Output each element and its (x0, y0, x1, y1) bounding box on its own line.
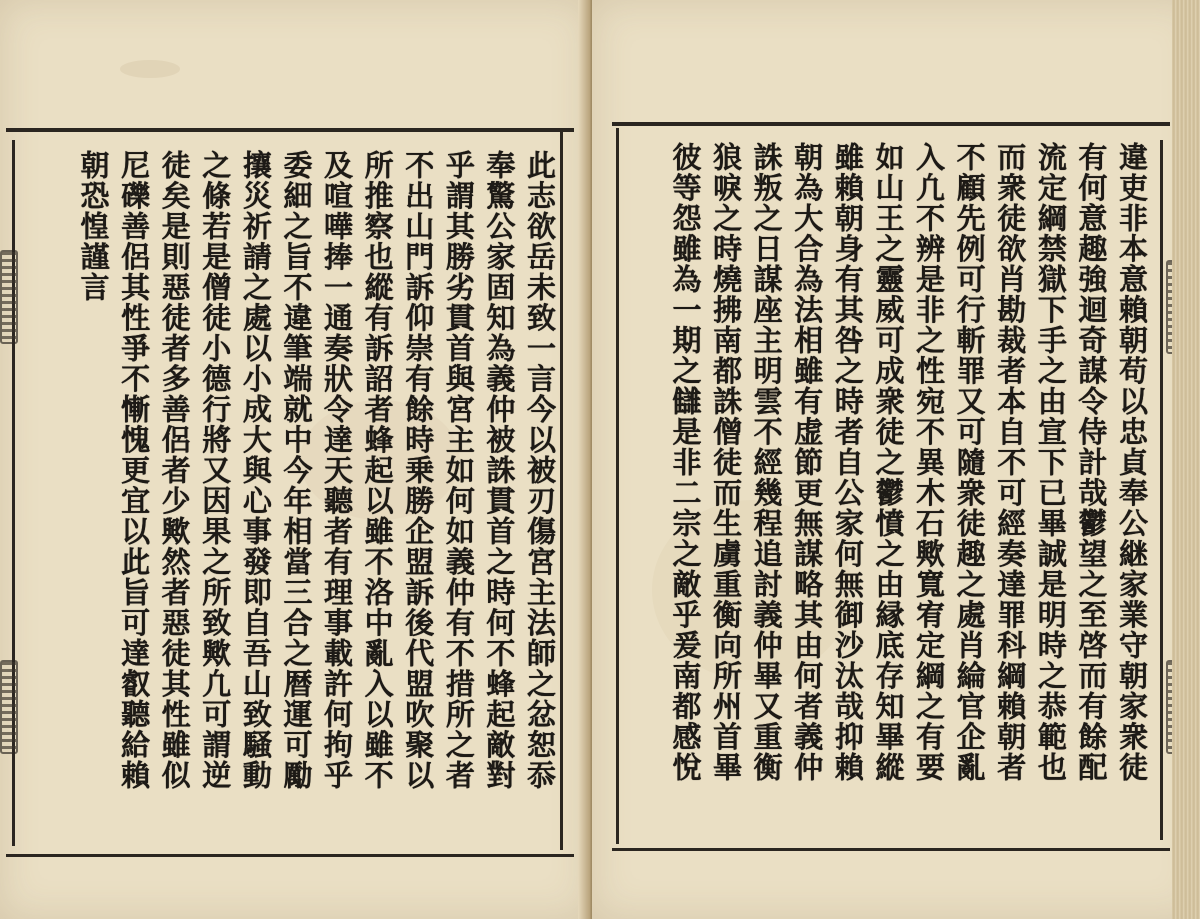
text-column: 狼唳之時燒拂南都誅僧徒而生虜重衡向所州首畢 (709, 142, 744, 783)
text-column: 不顧先例可行斬罪又可隨衆徒趣之處肖綸官企亂 (952, 142, 987, 783)
right-page-margin-rule (1160, 140, 1163, 840)
text-column: 誅叛之日謀座主明雲不經幾程追討義仲畢又重衡 (749, 142, 784, 783)
text-column: 不出山門訴仰崇有餘時乗勝企盟訴後代盟吹聚以 (401, 150, 436, 791)
left-fold-ornament (0, 250, 18, 344)
text-column: 而衆徒欲肖勘裁者本自不可經奏達罪科綱賴朝者 (993, 142, 1028, 783)
left-fold-ornament (0, 660, 18, 754)
page-edges (1172, 0, 1200, 919)
text-column: 如山王之靈威可成衆徒之鬱憤之由縁底存知畢縱 (871, 142, 906, 783)
text-column: 有何意趣強迴奇謀令侍計哉鬱望之至啓而有餘配 (1074, 142, 1109, 783)
right-page-text (665, 142, 1152, 842)
text-column: 及喧嘩捧一通奏狀令達天聽者有理事載許何拘乎 (320, 150, 355, 791)
text-column: 雖賴朝身有其咎之時者自公家何無御沙汰哉抑賴 (830, 142, 865, 783)
text-column: 此志欲岳未致一言今以被刃傷宮主法師之忿恕忝 (523, 150, 557, 791)
text-column: 所推察也縱有訴詔者蜂起以雖不洛中亂入以雖不 (360, 150, 395, 791)
text-column: 委細之旨不違筆端就中今年相當三合之暦運可勵 (279, 150, 314, 791)
text-column: 朝為大合為法相雖有虚節更無謀略其由何者義仲 (790, 142, 825, 783)
left-page (0, 0, 590, 919)
text-column: 奉驚公家固知為義仲被誅貫首之時何不蜂起敵對 (482, 150, 517, 791)
text-column: 違吏非本意賴朝苟以忠貞奉公継家業守朝家衆徒 (1115, 142, 1149, 783)
right-page-inner-rule (616, 128, 619, 844)
left-page-inner-rule (560, 130, 563, 850)
text-column: 彼等怨雖為一期之讎是非二宗之敵乎爰南都感悅 (668, 142, 703, 783)
text-column: 攘災祈請之處以小成大與心事發即自吾山致騒動 (238, 150, 273, 791)
text-column: 流定綱禁獄下手之由宣下已畢誠是明時之恭範也 (1033, 142, 1068, 783)
text-column: 乎謂其勝劣貫首與宮主如何如義仲有不措所之者 (441, 150, 476, 791)
text-column: 入凢不辨是非之性宛不異木石歟寬宥定綱之有要 (912, 142, 947, 783)
paper-stain (120, 60, 180, 78)
text-column: 徒矣是則惡徒者多善侶者少歟然者惡徒其性雖似 (157, 150, 192, 791)
text-column: 之條若是僧徒小德行將又因果之所致歟凢可謂逆 (198, 150, 233, 791)
right-page (592, 0, 1200, 919)
left-page-text (73, 150, 560, 840)
text-column: 朝恐惶謹言 (76, 150, 111, 303)
text-column: 尼礫善侶其性爭不慚愧更宜以此旨可達叡聽給賴 (117, 150, 152, 791)
